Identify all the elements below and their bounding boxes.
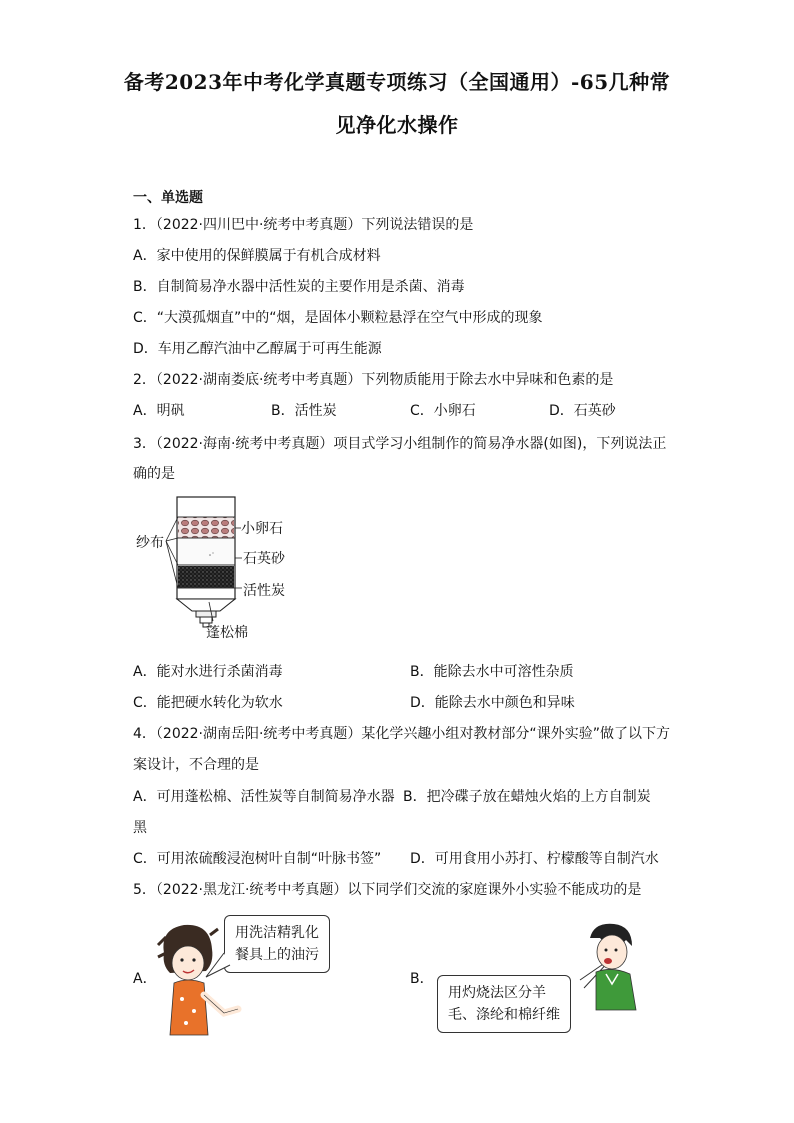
label-pebble: 小卵石 <box>241 521 283 537</box>
label-cotton: 蓬松棉 <box>206 625 248 641</box>
label-gauze: 纱布 <box>136 535 164 551</box>
q2-stem: 2．（2022·湖南娄底·统考中考真题）下列物质能用于除去水中异味和色素的是 <box>133 372 614 388</box>
q5-option-a-bubble-line-2: 餐具上的油污 <box>235 947 319 963</box>
q2-option-a: A．明矾 <box>133 403 185 419</box>
section-heading: 一、单选题 <box>133 190 203 206</box>
q3-option-a: A．能对水进行杀菌消毒 <box>133 664 283 680</box>
q5-option-a-bubble-line-1: 用洗洁精乳化 <box>235 925 319 941</box>
label-sand: 石英砂 <box>243 551 285 567</box>
q5-option-b-bubble-line-1: 用灼烧法区分羊 <box>448 985 546 1001</box>
q4-option-a: A．可用蓬松棉、活性炭等自制简易净水器 <box>133 789 395 805</box>
q1-option-a: A．家中使用的保鲜膜属于有机合成材料 <box>133 248 381 264</box>
q5-option-b-bubble-line-2: 毛、涤纶和棉纤维 <box>448 1007 560 1023</box>
q4-option-d: D．可用食用小苏打、柠檬酸等自制汽水 <box>410 851 659 867</box>
q5-option-a-label: A． <box>133 971 157 987</box>
q2-option-b: B．活性炭 <box>271 403 337 419</box>
boy-illustration <box>560 918 650 1013</box>
q3-option-b: B．能除去水中可溶性杂质 <box>410 664 574 680</box>
q5-option-b-speech-bubble <box>437 975 571 1033</box>
document-title-line-1: 备考2023年中考化学真题专项练习（全国通用）-65几种常 <box>123 70 671 94</box>
q2-option-d: D．石英砂 <box>549 403 616 419</box>
q3-option-d: D．能除去水中颜色和异味 <box>410 695 575 711</box>
label-carbon: 活性炭 <box>243 583 285 599</box>
q4-option-b-line-1: B．把冷碟子放在蜡烛火焰的上方自制炭 <box>403 789 651 805</box>
purifier-funnel <box>177 599 235 611</box>
q1-option-c: C．“大漠孤烟直”中的“烟，是固体小颗粒悬浮在空气中形成的现象 <box>133 310 543 326</box>
q3-option-c: C．能把硬水转化为软水 <box>133 695 283 711</box>
q1-stem: 1．（2022·四川巴中·统考中考真题）下列说法错误的是 <box>133 217 474 233</box>
q5-option-b-label: B． <box>410 971 434 987</box>
q4-option-b-line-2: 黑 <box>133 820 147 836</box>
q4-stem-line-2: 案设计，不合理的是 <box>133 757 259 773</box>
girl-illustration <box>150 915 250 1045</box>
document-title-line-2: 见净化水操作 <box>335 113 459 137</box>
q3-stem-line-2: 确的是 <box>133 466 175 482</box>
pebble-layer <box>178 517 234 538</box>
q1-option-d: D．车用乙醇汽油中乙醇属于可再生能源 <box>133 341 382 357</box>
q4-stem-line-1: 4．（2022·湖南岳阳·统考中考真题）某化学兴趣小组对教材部分“课外实验”做了以下方 <box>133 726 670 742</box>
carbon-layer <box>178 566 234 588</box>
q1-option-b: B．自制简易净水器中活性炭的主要作用是杀菌、消毒 <box>133 279 465 295</box>
q3-stem-line-1: 3．（2022·海南·统考中考真题）项目式学习小组制作的简易净水器(如图)，下列说法正 <box>133 436 667 452</box>
q5-stem: 5．（2022·黑龙江·统考中考真题）以下同学们交流的家庭课外小实验不能成功的是 <box>133 882 642 898</box>
water-purifier-diagram <box>130 495 310 645</box>
sand-layer <box>178 539 234 565</box>
q2-option-c: C．小卵石 <box>410 403 476 419</box>
q4-option-c: C．可用浓硫酸浸泡树叶自制“叶脉书签” <box>133 851 382 867</box>
